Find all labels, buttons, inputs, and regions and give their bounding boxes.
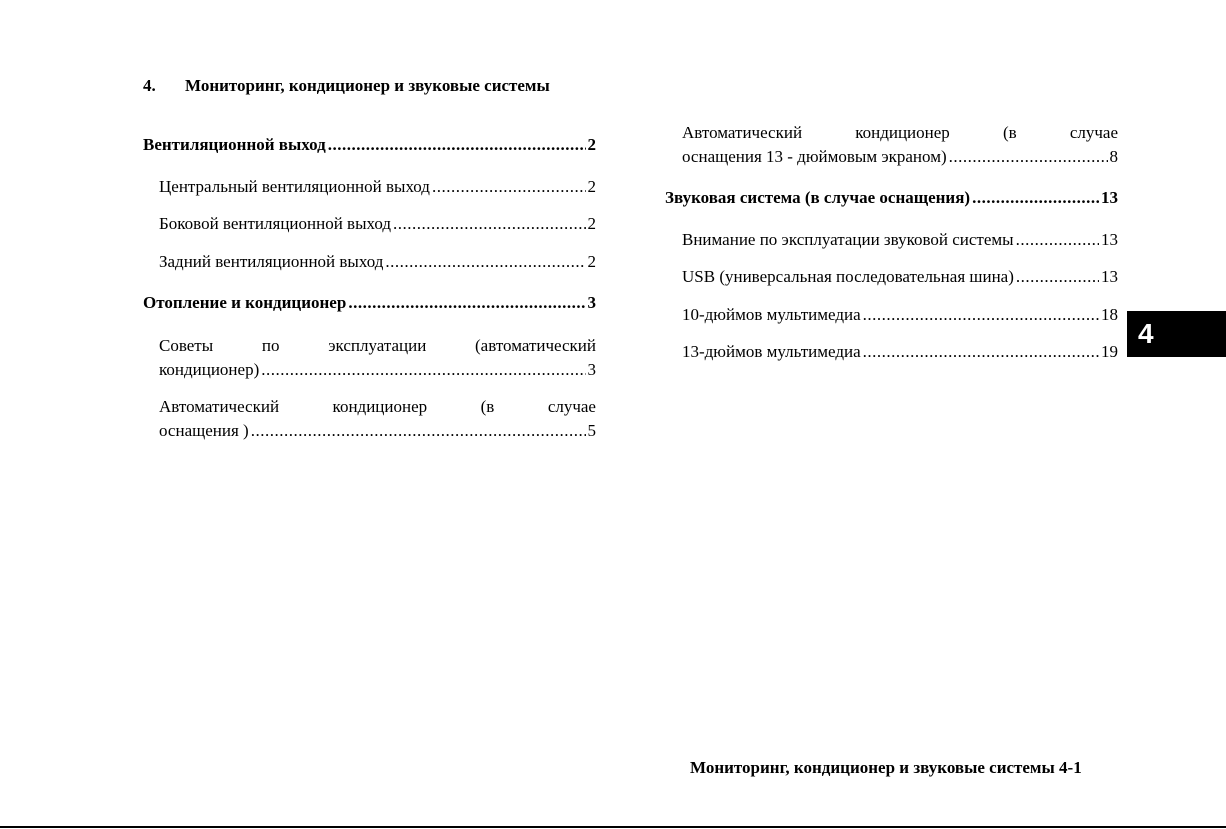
dot-leader xyxy=(385,250,585,274)
toc-entry-label: Отопление и кондиционер xyxy=(143,293,347,312)
toc-entry-page: 8 xyxy=(1109,147,1118,166)
toc-entry-side-vent[interactable] xyxy=(159,212,596,236)
toc-entry-line2 xyxy=(159,419,596,443)
dot-leader xyxy=(972,186,1099,210)
toc-entry-page: 5 xyxy=(587,421,596,440)
toc-entry-page: 13 xyxy=(1101,230,1118,249)
toc-entry-audio-notice[interactable] xyxy=(682,228,1118,252)
toc-entry-line2 xyxy=(159,358,596,382)
toc-entry-multimedia-10[interactable] xyxy=(682,303,1118,327)
dot-leader xyxy=(393,212,585,236)
toc-entry-page: 18 xyxy=(1101,305,1118,324)
dot-leader xyxy=(1016,228,1099,252)
toc-entry-line1 xyxy=(159,334,596,358)
toc-entry-label: Боковой вентиляционной выход xyxy=(159,214,392,233)
toc-entry-audio[interactable] xyxy=(665,186,1118,210)
toc-entry-label: Задний вентиляционной выход xyxy=(159,252,384,271)
dot-leader xyxy=(251,419,586,443)
word: эксплуатации xyxy=(328,336,427,355)
chapter-title: Мониторинг, кондиционер и звуковые системы xyxy=(185,76,550,95)
dot-leader xyxy=(348,291,585,315)
toc-entry-label: оснащения ) xyxy=(159,421,249,440)
word: (в xyxy=(480,397,495,416)
toc-entry-page: 2 xyxy=(587,177,596,196)
toc-entry-label: оснащения 13 - дюймовым экраном) xyxy=(682,147,947,166)
toc-entry-usb[interactable] xyxy=(682,265,1118,289)
page-footer: Мониторинг, кондиционер и звуковые системы 4-1 xyxy=(690,758,1082,777)
dot-leader xyxy=(328,133,586,157)
toc-entry-heating[interactable] xyxy=(143,291,596,315)
toc-entry-label: USB (универсальная последовательная шина) xyxy=(682,267,1014,286)
chapter-tab-label: 4 xyxy=(1138,318,1154,349)
dot-leader xyxy=(432,175,586,199)
toc-entry-page: 13 xyxy=(1101,188,1118,207)
toc-entry-label: Вентиляционной выход xyxy=(143,135,326,154)
toc-entry-label: Внимание по эксплуатации звуковой системы xyxy=(682,230,1014,249)
dot-leader xyxy=(949,145,1108,169)
word: Автоматический xyxy=(159,397,280,416)
toc-entry-auto-ac-13[interactable] xyxy=(682,121,1118,169)
toc-entry-label: 10-дюймов мультимедиа xyxy=(682,305,861,324)
word: случае xyxy=(547,397,596,416)
toc-entry-page: 19 xyxy=(1101,342,1118,361)
toc-entry-page: 3 xyxy=(587,360,596,379)
dot-leader xyxy=(1016,265,1099,289)
toc-entry-label: кондиционер) xyxy=(159,360,260,379)
word: кондиционер xyxy=(332,397,428,416)
toc-entry-label: Центральный вентиляционной выход xyxy=(159,177,430,196)
toc-entry-tips[interactable] xyxy=(159,334,596,382)
toc-entry-line1 xyxy=(159,395,596,419)
toc-entry-page: 2 xyxy=(587,214,596,233)
toc-entry-multimedia-13[interactable] xyxy=(682,340,1118,364)
word: Автоматический xyxy=(682,123,803,142)
toc-entry-page: 2 xyxy=(587,135,596,154)
toc-entry-line1 xyxy=(682,121,1118,145)
toc-entry-page: 13 xyxy=(1101,267,1118,286)
toc-entry-auto-ac[interactable] xyxy=(159,395,596,443)
chapter-heading xyxy=(143,76,550,96)
dot-leader xyxy=(863,340,1099,364)
toc-entry-central-vent[interactable] xyxy=(159,175,596,199)
toc-entry-page: 3 xyxy=(587,293,596,312)
word: Советы xyxy=(159,336,214,355)
toc-entry-line2 xyxy=(682,145,1118,169)
toc-entry-label: 13-дюймов мультимедиа xyxy=(682,342,861,361)
dot-leader xyxy=(863,303,1099,327)
footer-rule xyxy=(0,826,1226,828)
word: (автоматический xyxy=(475,336,596,355)
toc-entry-label: Звуковая система (в случае оснащения) xyxy=(665,188,971,207)
toc-entry-rear-vent[interactable] xyxy=(159,250,596,274)
toc-entry-page: 2 xyxy=(587,252,596,271)
word: (в xyxy=(1002,123,1017,142)
word: по xyxy=(261,336,280,355)
chapter-number: 4. xyxy=(143,76,156,95)
word: случае xyxy=(1069,123,1118,142)
word: кондиционер xyxy=(855,123,950,142)
dot-leader xyxy=(261,358,585,382)
toc-entry-ventilation[interactable] xyxy=(143,133,596,157)
chapter-side-tab xyxy=(1127,311,1226,357)
